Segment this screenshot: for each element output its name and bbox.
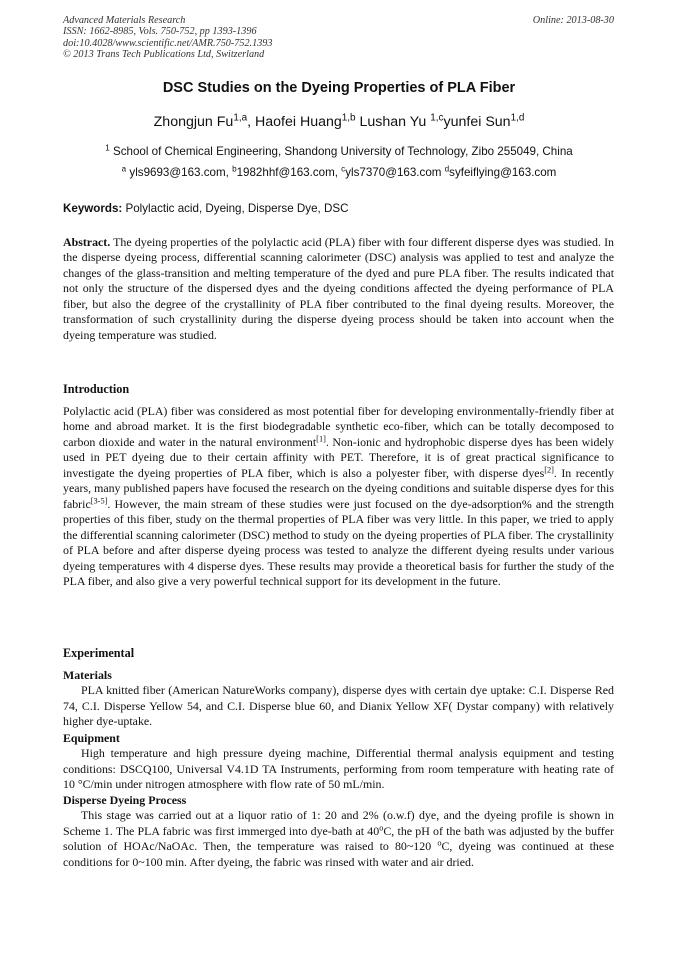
introduction-heading: Introduction [63,382,130,396]
author-name: Lushan Yu [359,114,431,130]
affiliation-text: School of Chemical Engineering, Shandong University of Technology, Zibo 255049, China [109,145,573,158]
intro-part: Polylactic acid (PLA) fiber was considered as most potential fiber for developing environmentally-friendly fiber at home and abroad market. It is the first biodegradable synthetic eco-fiber, which can be totally decomposed to carbon dioxide and water in the natural environment [63,404,614,449]
abstract [63,235,614,343]
doi-line: doi:10.4028/www.scientific.net/AMR.750-752.1393 [63,37,273,49]
author-affiliation-mark: 1,d [510,112,525,124]
introduction-text [63,404,614,589]
abstract-text: The dyeing properties of the polylactic acid (PLA) fiber with four different disperse dyes was studied. In the disperse dyeing process, differential scanning calorimeter (DSC) analysis was applied to test and analyze the changes of the glass-transition and melting temperature of the dyed and pure PLA fiber. The results indicated that not only the structure of the dispersed dyes and the dyeing conditions affected the dyeing performance of PLA fiber, but also the degree of the crystallinity of PLA fiber contributed to the final dyeing results. Moreover, the transformation of such crystallinity during the disperse dyeing process should be taken into account when the dyeing temperature was studied. [63,235,614,342]
email-list [0,166,678,179]
experimental-heading: Experimental [63,646,135,660]
email: syfeiflying@163.com [449,166,557,179]
citation: [3-5] [90,496,108,506]
email-mark: b [232,164,237,174]
email: yls9693@163.com, [126,166,233,179]
intro-part: . In recently years, many published papers have focused the research on the dyeing conditions and suitable disperse dyes for this fabric [63,465,614,511]
copyright-line: © 2013 Trans Tech Publications Ltd, Switzerland [63,49,265,61]
dyeing-part: C, the pH of the bath was adjusted by the buffer solution of HOAc/NaOAc. Then, the temperature was raised to 80~120 [63,823,614,854]
equipment-text: High temperature and high pressure dyeing machine, Differential thermal analysis equipment and testing conditions: DSCQ100, Universal V4.1D TA Instruments, performing from room temperature with heating rate of 10 °C/min under nitrogen atmosphere with flow rate of 50 mL/min. [63,746,614,792]
author-list [0,114,678,130]
affiliation [0,145,678,158]
materials-heading: Materials [63,668,112,682]
citation: [2] [544,465,554,475]
issn-line: ISSN: 1662-8985, Vols. 750-752, pp 1393-1396 [63,26,257,38]
intro-part: . However, the main stream of these studies were just focused on the dye-adsorption% and the strength properties of this fiber, study on the thermal properties of PLA fiber was very little. In this paper, we tried to apply the differential scanning calorimeter (DSC) method to study on the dyeing properties of PLA fiber. The crystallinity of PLA before and after disperse dyeing process was tested to analyze the different dyeing results under various dyeing temperatures with 4 disperse dyes. These results may provide a theoretical basis for further the study of the PLA fiber, and also give a very powerful technical support for its development in the future. [63,496,614,588]
email-mark: c [341,164,346,174]
keywords-label: Keywords: [63,202,123,215]
author-affiliation-mark: 1,c [430,112,444,124]
author-affiliation-mark: 1,b [341,112,356,124]
author-name: yunfei Sun [443,114,511,130]
dyeing-part: C, dyeing was continued at these conditions for 0~100 min. After dyeing, the fabric was rinsed with water and air dried. [63,839,614,869]
degree-mark: o [379,823,384,833]
email: yls7370@163.com [345,166,445,179]
materials-text: PLA knitted fiber (American NatureWorks company), disperse dyes with certain dye uptake: C.I. Disperse Red 74, C.I. Disperse Yellow 54, and C.I. Disperse blue 60, and Dianix Yellow XF( Dystar company) with relatively higher dye-uptake. [63,683,614,729]
dyeing-text [63,808,614,870]
equipment-section [63,731,614,793]
dyeing-heading: Disperse Dyeing Process [63,793,187,807]
online-date: Online: 2013-08-30 [532,15,614,26]
author-name: Zhongjun Fu [153,114,234,130]
email: 1982hhf@163.com, [236,166,342,179]
journal-header [63,15,614,61]
intro-part: . Non-ionic and hydrophobic disperse dyes has been widely used in PET dyeing due to their certain affinity with PET. Therefore, it is of great practical significance to investigate the dyeing properties of PLA fiber, which is also a polyester fiber, with disperse dyes [63,434,614,480]
abstract-label: Abstract. [63,235,111,249]
author-name: Haofei Huang [255,114,342,130]
email-mark: d [444,164,450,174]
citation: [1] [316,434,326,444]
author-affiliation-mark: 1,a [233,112,248,124]
keywords-text: Polylactic acid, Dyeing, Disperse Dye, DSC [122,202,349,215]
degree-mark: o [437,838,442,848]
equipment-heading: Equipment [63,731,120,745]
author-separator: , [247,114,255,130]
materials-section [63,668,614,730]
paper-title: DSC Studies on the Dyeing Properties of PLA Fiber [162,80,516,96]
journal-name: Advanced Materials Research [63,15,186,26]
dyeing-part: This stage was carried out at a liquor ratio of 1: 20 and 2% (o.w.f) dye, and the dyeing profile is shown in Scheme 1. The PLA fabric was first immerged into dye-bath at 40 [63,808,614,838]
keywords [63,202,348,215]
email-mark: a [121,164,127,174]
dyeing-section [63,793,614,870]
affiliation-mark: 1 [105,143,110,153]
